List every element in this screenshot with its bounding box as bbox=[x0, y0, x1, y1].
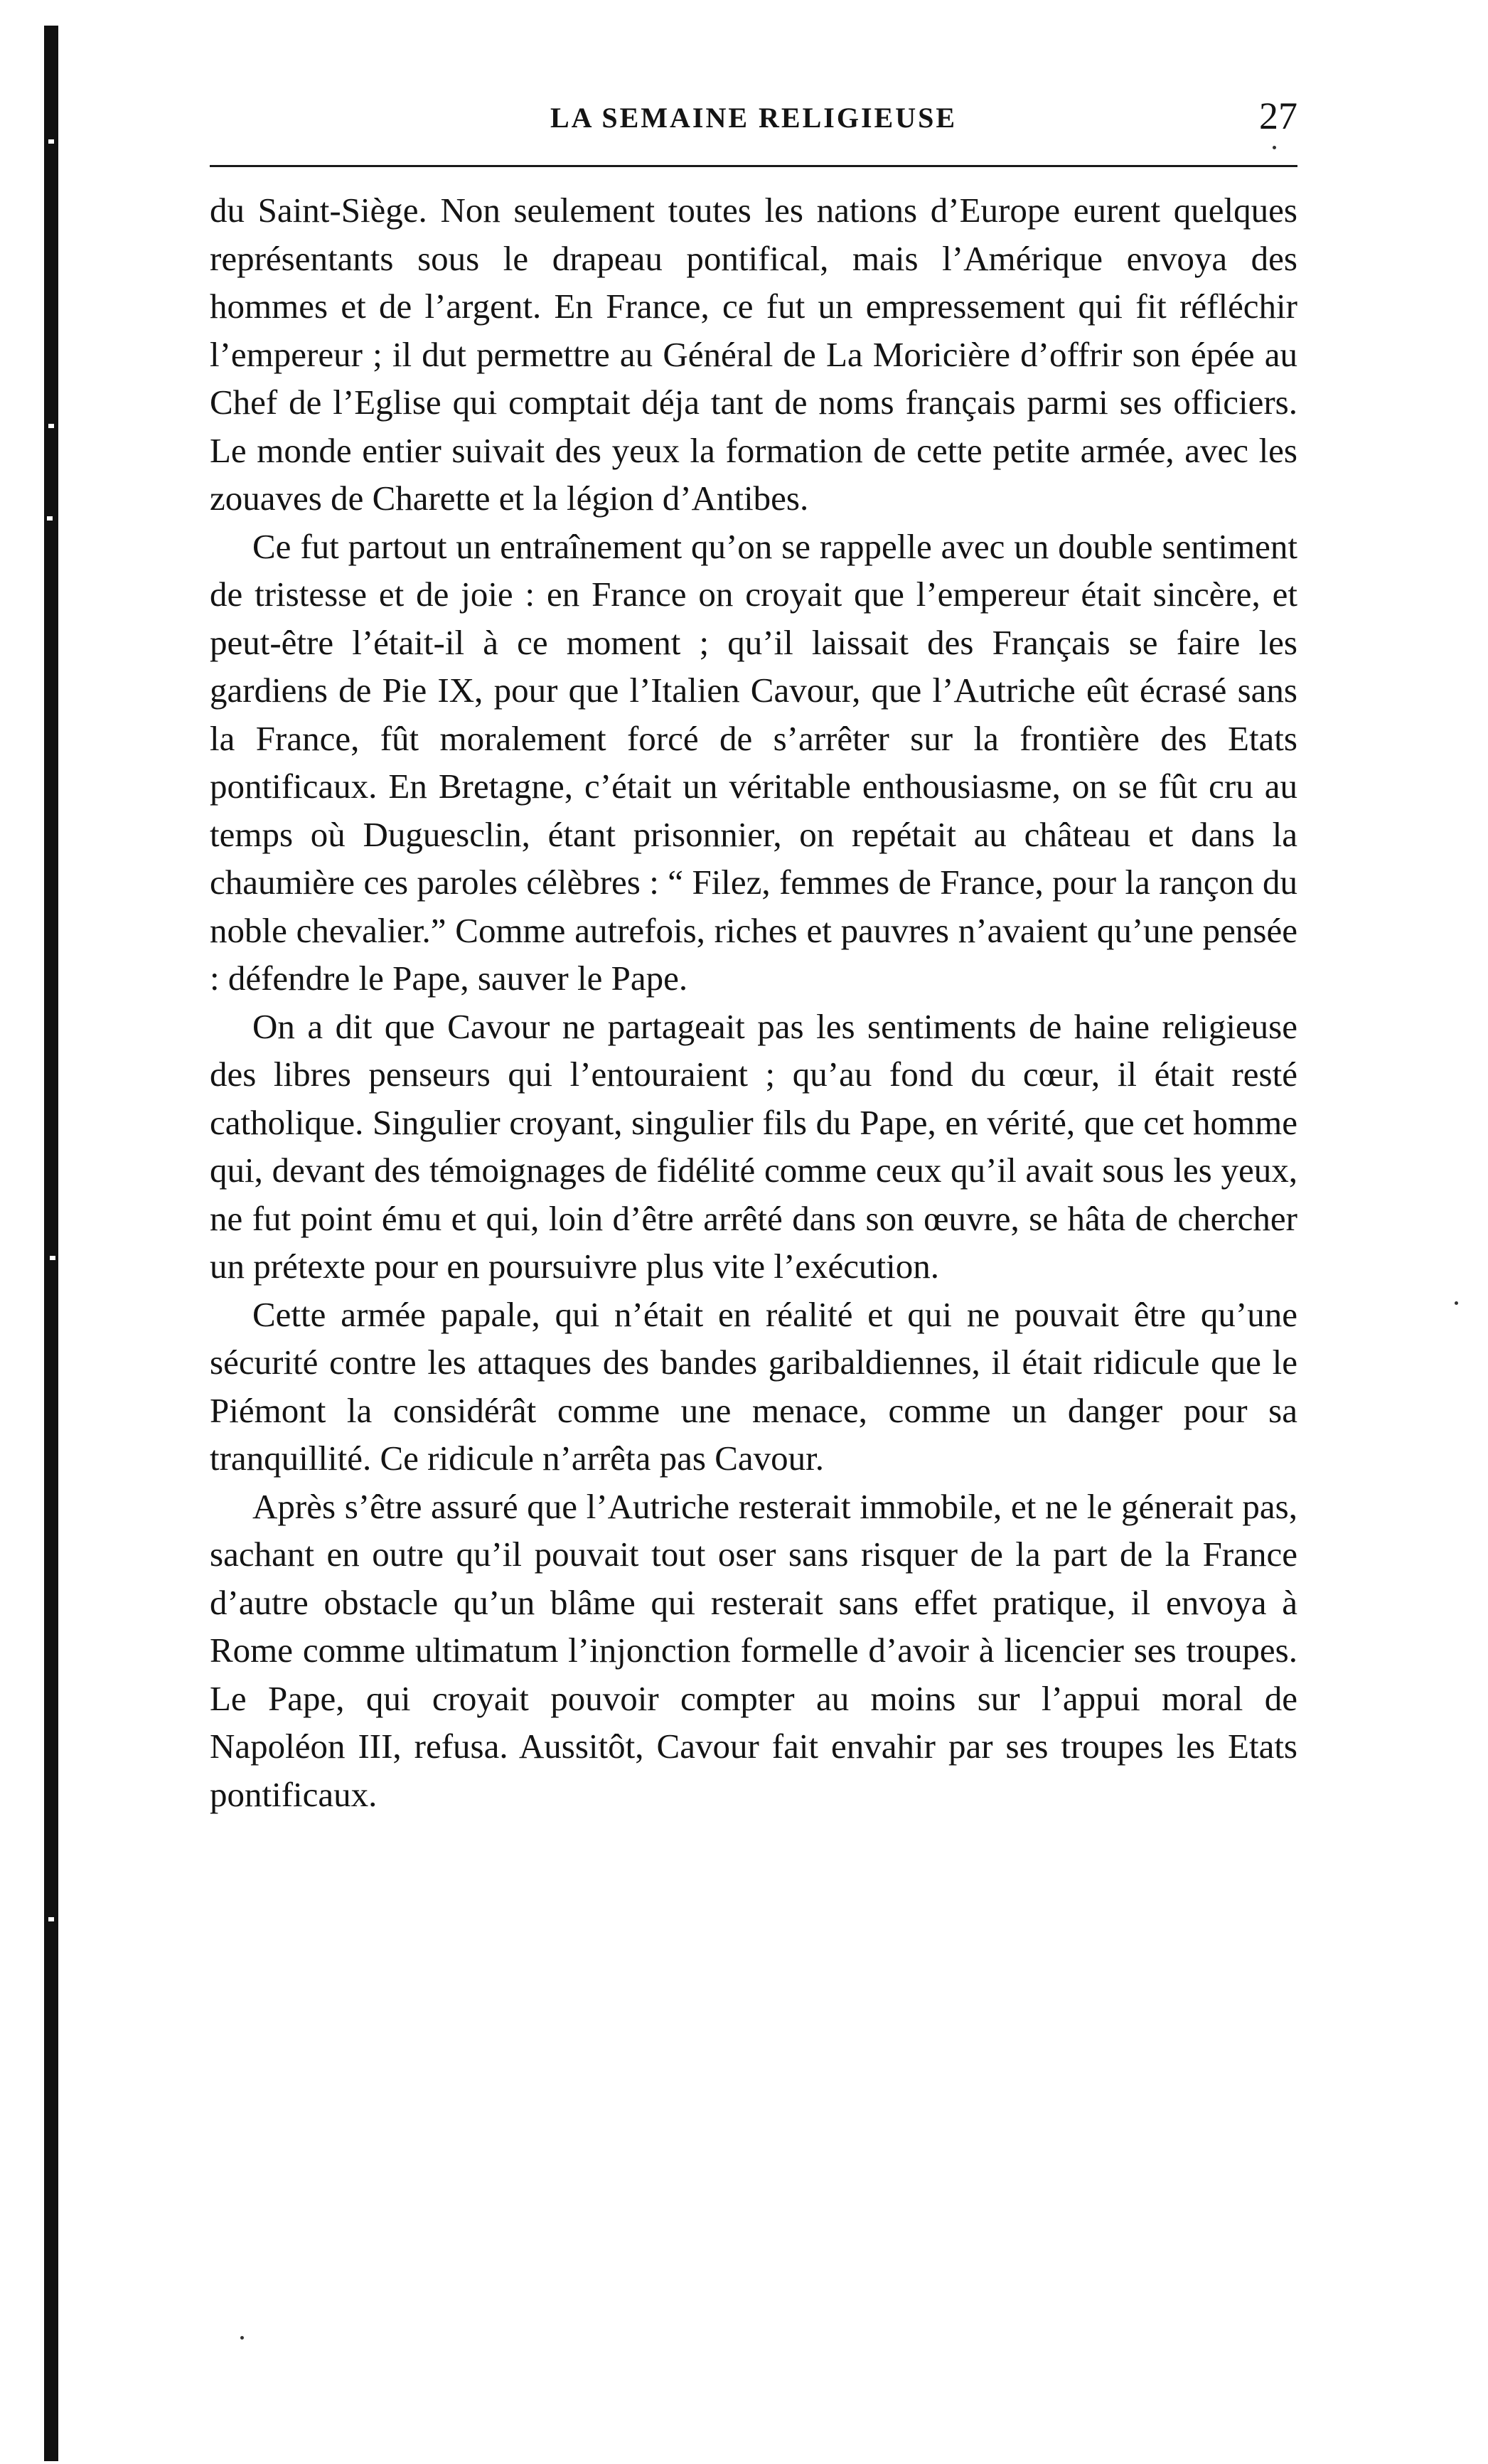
page-header bbox=[210, 94, 1297, 158]
scan-binding-edge bbox=[44, 26, 58, 2461]
scan-speck bbox=[240, 2336, 244, 2340]
paragraph-1: du Saint-Siège. Non seulement toutes les nations d’Europe eurent quelques représentants sous le drapeau pontifical, mais l’Amérique envoya des hommes et de l’argent. En France, ce fut un empressement qui fit réfléchir l’empereur ; il dut permettre au Général de La Moricière d’offrir son épée au Chef de l’Eglise qui comptait déja tant de noms français parmi ses officiers. Le monde entier suivait des yeux la formation de cette petite armée, avec les zouaves de Charette et la légion d’Antibes. bbox=[210, 191, 1297, 518]
paragraph-5: Après s’être assuré que l’Autriche resterait immobile, et ne le génerait pas, sachant en outre qu’il pouvait tout oser sans risquer de la part de la France d’autre obstacle qu’un blâme qui resterait sans effet pratique, il envoya à Rome comme ultimatum l’injonction formelle d’avoir à licencier ses troupes. Le Pape, qui croyait pouvoir compter au moins sur l’appui moral de Napoléon III, refusa. Aussitôt, Cavour fait envahir par ses troupes les Etats pontificaux. bbox=[210, 1486, 1297, 1814]
paragraph-4: Cette armée papale, qui n’était en réalité et qui ne pouvait être qu’une sécurité contre les attaques des bandes garibaldiennes, il était ridicule que le Piémont la considérât comme une menace, comme un danger pour sa tranquillité. Ce ridicule n’arrêta pas Cavour. bbox=[210, 1294, 1297, 1478]
paragraph-2: Ce fut partout un entraînement qu’on se rappelle avec un double sentiment de tristesse et de joie : en France on croyait que l’empereur était sincère, et peut-être l’était-il à ce moment ; qu’il laissait des Français se faire les gardiens de Pie IX, pour que l’Italien Cavour, que l’Autriche eût écrasé sans la France, fût moralement forcé de s’arrêter sur la frontière des Etats pontificaux. En Bretagne, c’était un véritable enthousiasme, on se fût cru au temps où Duguesclin, étant prisonnier, on repétait au château et dans la chaumière ces paroles célèbres : “ Filez, femmes de France, pour la rançon du noble chevalier.” Comme autrefois, riches et pauvres n’avaient qu’une pensée : défendre le Pape, sauver le Pape. bbox=[210, 526, 1297, 998]
page-number: 27 bbox=[1259, 95, 1297, 137]
header-rule bbox=[210, 165, 1297, 167]
scan-artifact bbox=[48, 1917, 54, 1921]
scan-artifact bbox=[47, 516, 53, 521]
scan-speck bbox=[1455, 1301, 1458, 1305]
page-body bbox=[210, 186, 1297, 1818]
scan-artifact bbox=[50, 1256, 55, 1260]
paragraph-3: On a dit que Cavour ne partageait pas les sentiments de haine religieuse des libres penseurs qui l’entouraient ; qu’au fond du cœur, il était resté catholique. Singulier croyant, singulier fils du Pape, en vérité, que cet homme qui, devant des témoignages de fidélité comme ceux qu’il avait sous les yeux, ne fut point ému et qui, loin d’être arrêté dans son œuvre, se hâta de chercher un prétexte pour en poursuivre plus vite l’exécution. bbox=[210, 1006, 1297, 1286]
scan-artifact bbox=[48, 424, 54, 428]
running-title: LA SEMAINE RELIGIEUSE bbox=[550, 102, 958, 134]
scan-artifact bbox=[48, 139, 54, 144]
